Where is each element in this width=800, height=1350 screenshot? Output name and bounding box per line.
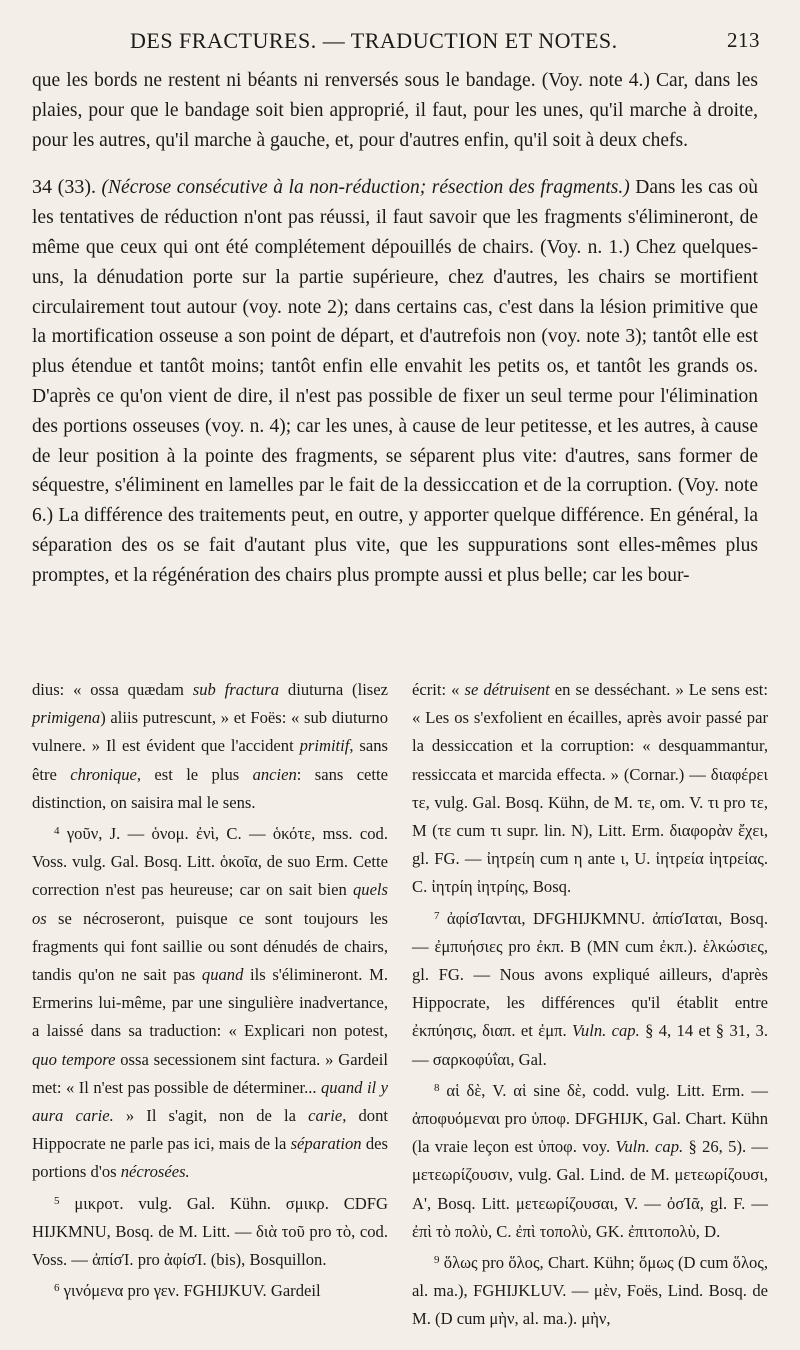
note-italic: se détruisent [464, 680, 550, 699]
footnotes-right-column [412, 676, 768, 1334]
note-marker: 9 [434, 1254, 440, 1267]
section-number: 34 (33). [32, 176, 96, 199]
note-9 [412, 1246, 768, 1334]
section-heading: (Nécrose consécutive à la non-réduction; résection des fragments.) [101, 177, 630, 199]
main-paragraph-1: que les bords ne restent ni béants ni renversés sous le bandage. (Voy. note 4.) Car, dans les plaies, pour que le bandage soit bien approprié, il faut, pour les unes, qu'il marche à droite, pour les autres, qu'il marche à gauche, et, pour d'autres enfin, qu'il soit à deux chefs. [32, 70, 758, 151]
note-text: γινόμενα pro γεν. FGHIJKUV. Gardeil [63, 1281, 321, 1301]
note-text: : sans cette distinction, on saisira mal le sens. [32, 764, 389, 812]
note-italic: sub fractura [192, 680, 280, 699]
note-italic: nécrosées. [120, 1162, 190, 1182]
running-title: DES FRACTURES. — TRADUCTION ET NOTES. [130, 28, 618, 53]
note-italic: primigena [32, 708, 101, 728]
note-text: ils s'élimineront. M. Ermerins lui-même, par une singulière inadvertance, a laissé dans sa traduction: « Explicari non potest, [32, 965, 388, 1041]
page-number: 213 [727, 28, 760, 52]
note-italic: ancien [252, 764, 297, 784]
note-text: ὅλως pro ὅλος, Chart. Kühn; ὅμως (D cum ὅλος, al. ma.), FGHIJKLUV. — μὲν, Foës, Lind. Bosq. de M. (D cum μὴν, al. ma.). μὴν, [412, 1253, 769, 1329]
note-italic: primitif [299, 736, 350, 756]
note-italic: quand il y aura carie. [32, 1077, 388, 1126]
note-text: écrit: « [412, 680, 465, 699]
note-text: , est le plus [136, 764, 253, 784]
note-text: αἱ δὲ, V. αἱ sine δὲ, codd. vulg. Litt. Erm. — ἀποφυόμεναι pro ὑποφ. DFGHIJK, Gal. Chart. Kühn (la vraie leçon est ὑποφ. voy. [412, 1080, 768, 1157]
note-text: § 4, 14 et § 31, 3. — σαρκοφύΐαι, Gal. [412, 1021, 768, 1069]
note-5 [32, 1187, 388, 1275]
note-text: ossa secessionem sint factura. » Gardeil met: « Il n'est pas possible de déterminer... [32, 1049, 388, 1097]
section-body: Dans les cas où les tentatives de réduction n'ont pas réussi, il faut savoir que les fragments s'élimineront, de même que ceux qui ont été complétement dépouillés de chairs. (Voy. n. 1.) Chez quelques-uns, la dénudation porte sur la partie supérieure, chez d'autres, les chairs se mortifient circulairement tout autour (voy. note 2); dans certains cas, c'est dans la lésion primitive que la mortification osseuse a son point de départ, et d'autrefois non (voy. note 3); tantôt elle est plus étendue et tantôt moins; tantôt enfin elle envahit les petits os, et tantôt les grands os. D'après ce qu'on vient de dire, il n'est pas possible de fixer un seul terme pour l'élimination des portions osseuses (voy. n. 4); car les unes, à cause de leur petitesse, et les autres, à cause de leur position à la pointe des fragments, se séparent plus vite: d'autres, sans former de séquestre, s'éliminent en lamelles par le fait de la dessiccation et de la corruption. (Voy. note 6.) La différence des traitements peut, en outre, y apporter quelque différence. En général, la séparation des os se fait d'autant plus vite, que les suppurations sont elles-mêmes plus promptes, et la régénération des chairs plus prompte aussi et plus belle; car les bour- [32, 177, 759, 586]
main-text [32, 66, 758, 591]
note-text: diuturna (lisez [279, 680, 388, 699]
note-italic: chronique [70, 764, 137, 784]
note-7 [412, 902, 768, 1074]
note-marker: 4 [54, 825, 60, 838]
note-italic: séparation [290, 1134, 362, 1154]
note-marker: 8 [434, 1081, 440, 1094]
note-marker: 7 [434, 909, 440, 922]
note-italic: quand [201, 965, 244, 985]
note-text: se nécroseront, puisque ce sont toujours les fragments qui font saillie ou sont dénudés de chairs, tandis qu'on ne sait pas [32, 908, 388, 985]
note-text: μικροτ. vulg. Gal. Kühn. σμικρ. CDFG HIJKMNU, Bosq. de M. Litt. — διὰ τοῦ pro τὸ, cod. Voss. — ἀπίσΊ. pro ἀφίσΊ. (bis), Bosquillon. [32, 1193, 388, 1270]
note-text: ) aliis putrescunt, » et Foës: « sub diuturno vulnere. » Il est évident que l'accident [32, 708, 388, 756]
note-italic: Vuln. cap. [615, 1137, 684, 1157]
section-34 [32, 173, 758, 590]
note-text: des portions d'os [32, 1134, 388, 1182]
note-italic: Vuln. cap. [572, 1021, 640, 1041]
note-text: γοῦν, J. — ὁνομ. ἐνὶ, C. — ὁκότε, mss. cod. Voss. vulg. Gal. Bosq. Litt. ὁκοῖα, de suo Erm. Cette correction n'est pas heureuse; car on sait bien [32, 824, 388, 900]
note-text: en se desséchant. » Le sens est: « Les os s'exfolient en écailles, après avoir passé par la dessiccation et la corruption: « desquammantur, ressiccata et marcida effecta. » (Cornar.) — διαφέρει τε, vulg. Gal. Bosq. Kühn, de M. τε, om. V. τι pro τε, M (τε cum τι supr. lin. N), Litt. Erm. διαφορὰν ἔχει, gl. FG. — ἰητρείη cum η ante ι, U. ἰητρεία ἰητρείας. C. ἰητρίη ἰητρίης, Bosq. [412, 680, 769, 897]
note-italic: carie [308, 1106, 343, 1126]
note-6-continuation [412, 676, 768, 902]
note-italic: quo tempore [32, 1049, 116, 1069]
note-6 [32, 1274, 388, 1305]
running-header [30, 28, 760, 58]
note-text: , sans être [32, 736, 388, 784]
note-continuation [32, 676, 388, 817]
footnotes [32, 676, 768, 1340]
note-text: » Il s'agit, non de la [113, 1106, 309, 1126]
note-text: § 26, 5). — μετεωρίζουσιν, vulg. Gal. Lind. de M. μετεωρίζουσι, A', Bosq. Litt. μετεωρίζουσαι, V. — ὀσΊᾶ, gl. F. — ἐπὶ τὸ πολὺ, C. ἐπὶ τοπολὺ, GK. ἐπιτοπολὺ, D. [412, 1137, 769, 1241]
footnotes-left-column [32, 676, 388, 1305]
note-4 [32, 817, 388, 1187]
note-8 [412, 1074, 768, 1246]
note-italic: quels os [32, 880, 388, 928]
note-marker: 6 [54, 1282, 60, 1295]
note-marker: 5 [54, 1194, 60, 1207]
note-text: ἀφίσΊανται, DFGHIJKMNU. ἀπίσΊαται, Bosq. — ἐμπυήσιες pro ἐκπ. B (MN cum ἐκπ.). ἑλκώσιες, gl. FG. — Nous avons expliqué ailleurs, d'après Hippocrate, les différences qu'il établit entre ἐκπύησις, διαπ. et ἐμπ. [412, 908, 768, 1041]
note-text: , dont Hippocrate ne parle pas ici, mais de la [32, 1106, 388, 1154]
note-text: dius: « ossa quædam [32, 680, 193, 699]
